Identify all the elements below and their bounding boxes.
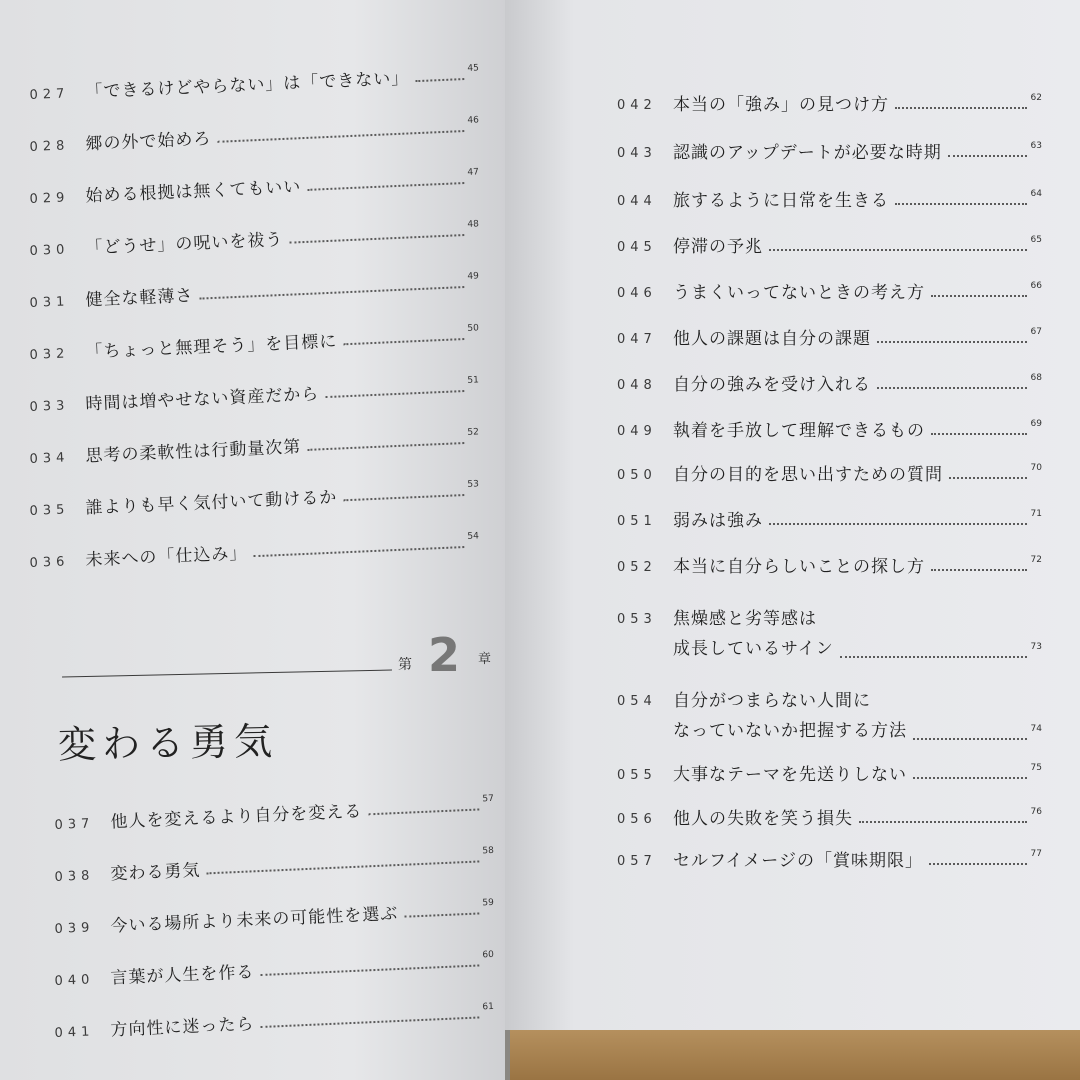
leader-dots bbox=[368, 808, 479, 815]
entry-page: 74 bbox=[1030, 724, 1042, 734]
toc-entry[interactable] bbox=[617, 278, 1042, 303]
leader-dots bbox=[840, 656, 1027, 658]
toc-entry[interactable] bbox=[617, 370, 1042, 395]
entry-number: 044 bbox=[617, 194, 657, 209]
entry-number: 029 bbox=[29, 190, 70, 208]
toc-entry[interactable] bbox=[29, 476, 480, 521]
entry-page: 67 bbox=[1030, 327, 1042, 337]
toc-entry[interactable] bbox=[617, 552, 1042, 577]
entry-number: 040 bbox=[54, 972, 95, 990]
toc-entry[interactable] bbox=[54, 947, 495, 991]
entry-title: 郷の外で始めろ bbox=[85, 129, 212, 155]
entry-title: 始める根拠は無くてもいい bbox=[85, 177, 302, 207]
toc-entry[interactable] bbox=[617, 90, 1042, 115]
entry-number: 055 bbox=[617, 768, 657, 783]
entry-number: 049 bbox=[617, 424, 657, 439]
entry-title: 未来への「仕込み」 bbox=[85, 543, 248, 571]
toc-entry[interactable] bbox=[54, 843, 495, 887]
entry-number: 050 bbox=[617, 468, 657, 483]
chapter-rule bbox=[62, 670, 392, 678]
entry-page: 72 bbox=[1030, 555, 1042, 565]
left-page bbox=[0, 0, 505, 1080]
entry-number: 034 bbox=[29, 450, 70, 468]
leader-dots bbox=[859, 821, 1027, 823]
entry-number: 036 bbox=[29, 554, 70, 572]
toc-entry[interactable] bbox=[617, 138, 1042, 163]
leader-dots bbox=[260, 964, 478, 976]
toc-entry[interactable] bbox=[617, 232, 1042, 257]
entry-title: 他人を変えるより自分を変える bbox=[110, 801, 363, 833]
entry-page: 54 bbox=[467, 531, 480, 542]
leader-dots bbox=[404, 912, 479, 917]
toc-entry[interactable] bbox=[29, 216, 480, 261]
leader-dots bbox=[931, 433, 1027, 435]
entry-title: 大事なテーマを先送りしない bbox=[673, 765, 907, 785]
leader-dots bbox=[877, 341, 1027, 343]
right-page bbox=[505, 0, 1080, 1030]
entry-page: 58 bbox=[482, 845, 495, 857]
entry-page: 51 bbox=[467, 375, 480, 386]
entry-page: 71 bbox=[1030, 509, 1042, 519]
entry-title bbox=[673, 604, 834, 664]
entry-page: 52 bbox=[467, 427, 480, 438]
leader-dots bbox=[895, 203, 1027, 205]
entry-page: 75 bbox=[1030, 763, 1042, 773]
toc-entry[interactable] bbox=[617, 846, 1042, 871]
entry-title: 本当の「強み」の見つけ方 bbox=[673, 95, 889, 115]
entry-page: 65 bbox=[1030, 235, 1042, 245]
entry-page: 68 bbox=[1030, 373, 1042, 383]
leader-dots bbox=[217, 130, 463, 143]
toc-entry[interactable] bbox=[29, 320, 480, 365]
toc-entry[interactable] bbox=[617, 804, 1042, 829]
leader-dots bbox=[289, 234, 463, 244]
entry-title: 自分の目的を思い出すための質問 bbox=[673, 465, 943, 485]
entry-number: 030 bbox=[29, 242, 70, 260]
toc-entry[interactable] bbox=[617, 324, 1042, 349]
leader-dots bbox=[253, 546, 463, 557]
entry-number: 052 bbox=[617, 560, 657, 575]
toc-entry[interactable] bbox=[617, 506, 1042, 531]
leader-dots bbox=[769, 249, 1027, 251]
entry-title: 停滞の予兆 bbox=[673, 237, 763, 257]
entry-number: 053 bbox=[617, 612, 657, 627]
leader-dots bbox=[949, 477, 1027, 479]
entry-number: 054 bbox=[617, 694, 657, 709]
entry-number: 037 bbox=[54, 816, 95, 834]
entry-number: 046 bbox=[617, 286, 657, 301]
toc-entry[interactable] bbox=[617, 416, 1042, 441]
entry-title: 誰よりも早く気付いて動けるか bbox=[85, 487, 338, 519]
entry-number: 038 bbox=[54, 868, 95, 886]
toc-entry[interactable] bbox=[54, 999, 495, 1043]
entry-page: 47 bbox=[467, 167, 480, 178]
entry-title: 「ちょっと無理そう」を目標に bbox=[85, 331, 338, 363]
entry-number: 028 bbox=[29, 138, 70, 156]
toc-entry[interactable] bbox=[29, 60, 480, 105]
entry-title: 時間は増やせない資産だから bbox=[85, 384, 320, 415]
entry-page: 57 bbox=[482, 793, 495, 805]
chapter-number: 2 bbox=[428, 628, 461, 682]
entry-page: 77 bbox=[1030, 849, 1042, 859]
entry-title-line1: 焦燥感と劣等感は bbox=[673, 609, 817, 629]
wooden-table bbox=[510, 1030, 1080, 1080]
leader-dots bbox=[199, 286, 463, 300]
entry-number: 035 bbox=[29, 502, 70, 520]
entry-page: 61 bbox=[482, 1001, 495, 1013]
entry-page: 63 bbox=[1030, 141, 1042, 151]
toc-entry[interactable] bbox=[617, 460, 1042, 485]
entry-title: 今いる場所より未来の可能性を選ぶ bbox=[110, 904, 399, 937]
entry-title: 旅するように日常を生きる bbox=[673, 191, 889, 211]
entry-title: セルフイメージの「賞味期限」 bbox=[673, 851, 923, 871]
entry-title: 本当に自分らしいことの探し方 bbox=[673, 557, 925, 577]
chapter-suffix: 章 bbox=[478, 652, 492, 667]
entry-page: 53 bbox=[467, 479, 480, 490]
entry-number: 047 bbox=[617, 332, 657, 347]
entry-title: 言葉が人生を作る bbox=[110, 962, 255, 989]
entry-page: 45 bbox=[467, 63, 480, 74]
leader-dots bbox=[325, 390, 464, 398]
toc-entry[interactable] bbox=[29, 528, 480, 573]
entry-number: 045 bbox=[617, 240, 657, 255]
chapter-title: 変わる勇気 bbox=[57, 719, 279, 767]
entry-title bbox=[673, 686, 907, 746]
entry-title: 方向性に迷ったら bbox=[110, 1014, 255, 1041]
entry-title: 変わる勇気 bbox=[110, 860, 201, 885]
toc-entry[interactable] bbox=[617, 686, 1042, 746]
toc-entry[interactable] bbox=[29, 164, 480, 209]
toc-entry[interactable] bbox=[54, 895, 495, 939]
leader-dots bbox=[948, 155, 1027, 157]
entry-title: 他人の課題は自分の課題 bbox=[673, 329, 871, 349]
entry-number: 039 bbox=[54, 920, 95, 938]
toc-entry[interactable] bbox=[29, 372, 480, 417]
entry-page: 59 bbox=[482, 897, 495, 909]
entry-title: 「できるけどやらない」は「できない」 bbox=[85, 68, 410, 103]
entry-number: 042 bbox=[617, 98, 657, 113]
entry-title-line2: 成長しているサイン bbox=[673, 639, 834, 659]
entry-page: 64 bbox=[1030, 189, 1042, 199]
entry-number: 051 bbox=[617, 514, 657, 529]
leader-dots bbox=[207, 860, 479, 874]
entry-title: 弱みは強み bbox=[673, 511, 763, 531]
leader-dots bbox=[343, 338, 464, 345]
entry-title: 執着を手放して理解できるもの bbox=[673, 421, 925, 441]
entry-page: 50 bbox=[467, 323, 480, 334]
entry-page: 48 bbox=[467, 219, 480, 230]
entry-page: 60 bbox=[482, 949, 495, 961]
toc-entry[interactable] bbox=[54, 791, 495, 835]
toc-entry[interactable] bbox=[617, 186, 1042, 211]
leader-dots bbox=[913, 777, 1027, 779]
toc-entry[interactable] bbox=[29, 424, 480, 469]
entry-number: 033 bbox=[29, 398, 70, 416]
entry-page: 70 bbox=[1030, 463, 1042, 473]
entry-number: 048 bbox=[617, 378, 657, 393]
entry-number: 031 bbox=[29, 294, 70, 312]
entry-title: うまくいってないときの考え方 bbox=[673, 283, 925, 303]
leader-dots bbox=[307, 442, 463, 451]
toc-entry[interactable] bbox=[29, 268, 480, 313]
entry-page: 49 bbox=[467, 271, 480, 282]
entry-title: 思考の柔軟性は行動量次第 bbox=[85, 437, 302, 467]
toc-entry[interactable] bbox=[29, 112, 480, 157]
leader-dots bbox=[769, 523, 1027, 525]
entry-page: 46 bbox=[467, 115, 480, 126]
entry-page: 76 bbox=[1030, 807, 1042, 817]
entry-number: 041 bbox=[54, 1024, 95, 1042]
leader-dots bbox=[343, 494, 464, 501]
entry-page: 66 bbox=[1030, 281, 1042, 291]
leader-dots bbox=[260, 1016, 478, 1028]
toc-entry[interactable] bbox=[617, 760, 1042, 785]
chapter-prefix: 第 bbox=[398, 657, 412, 673]
entry-title-line1: 自分がつまらない人間に bbox=[673, 691, 871, 711]
entry-number: 027 bbox=[29, 86, 70, 104]
entry-title: 「どうせ」の呪いを祓う bbox=[85, 229, 284, 259]
entry-page: 62 bbox=[1030, 93, 1042, 103]
entry-page: 69 bbox=[1030, 419, 1042, 429]
leader-dots bbox=[877, 387, 1027, 389]
entry-page: 73 bbox=[1030, 642, 1042, 652]
entry-number: 032 bbox=[29, 346, 70, 364]
leader-dots bbox=[895, 107, 1027, 109]
entry-number: 043 bbox=[617, 146, 657, 161]
leader-dots bbox=[307, 182, 463, 191]
entry-number: 056 bbox=[617, 812, 657, 827]
entry-number: 057 bbox=[617, 854, 657, 869]
entry-title-line2: なっていないか把握する方法 bbox=[673, 721, 907, 741]
leader-dots bbox=[931, 295, 1027, 297]
leader-dots bbox=[415, 78, 464, 82]
entry-title: 自分の強みを受け入れる bbox=[673, 375, 871, 395]
entry-title: 健全な軽薄さ bbox=[85, 285, 194, 311]
entry-title: 認識のアップデートが必要な時期 bbox=[673, 143, 942, 163]
leader-dots bbox=[913, 738, 1027, 740]
leader-dots bbox=[929, 863, 1027, 865]
toc-entry[interactable] bbox=[617, 604, 1042, 664]
leader-dots bbox=[931, 569, 1027, 571]
entry-title: 他人の失敗を笑う損失 bbox=[673, 809, 853, 829]
